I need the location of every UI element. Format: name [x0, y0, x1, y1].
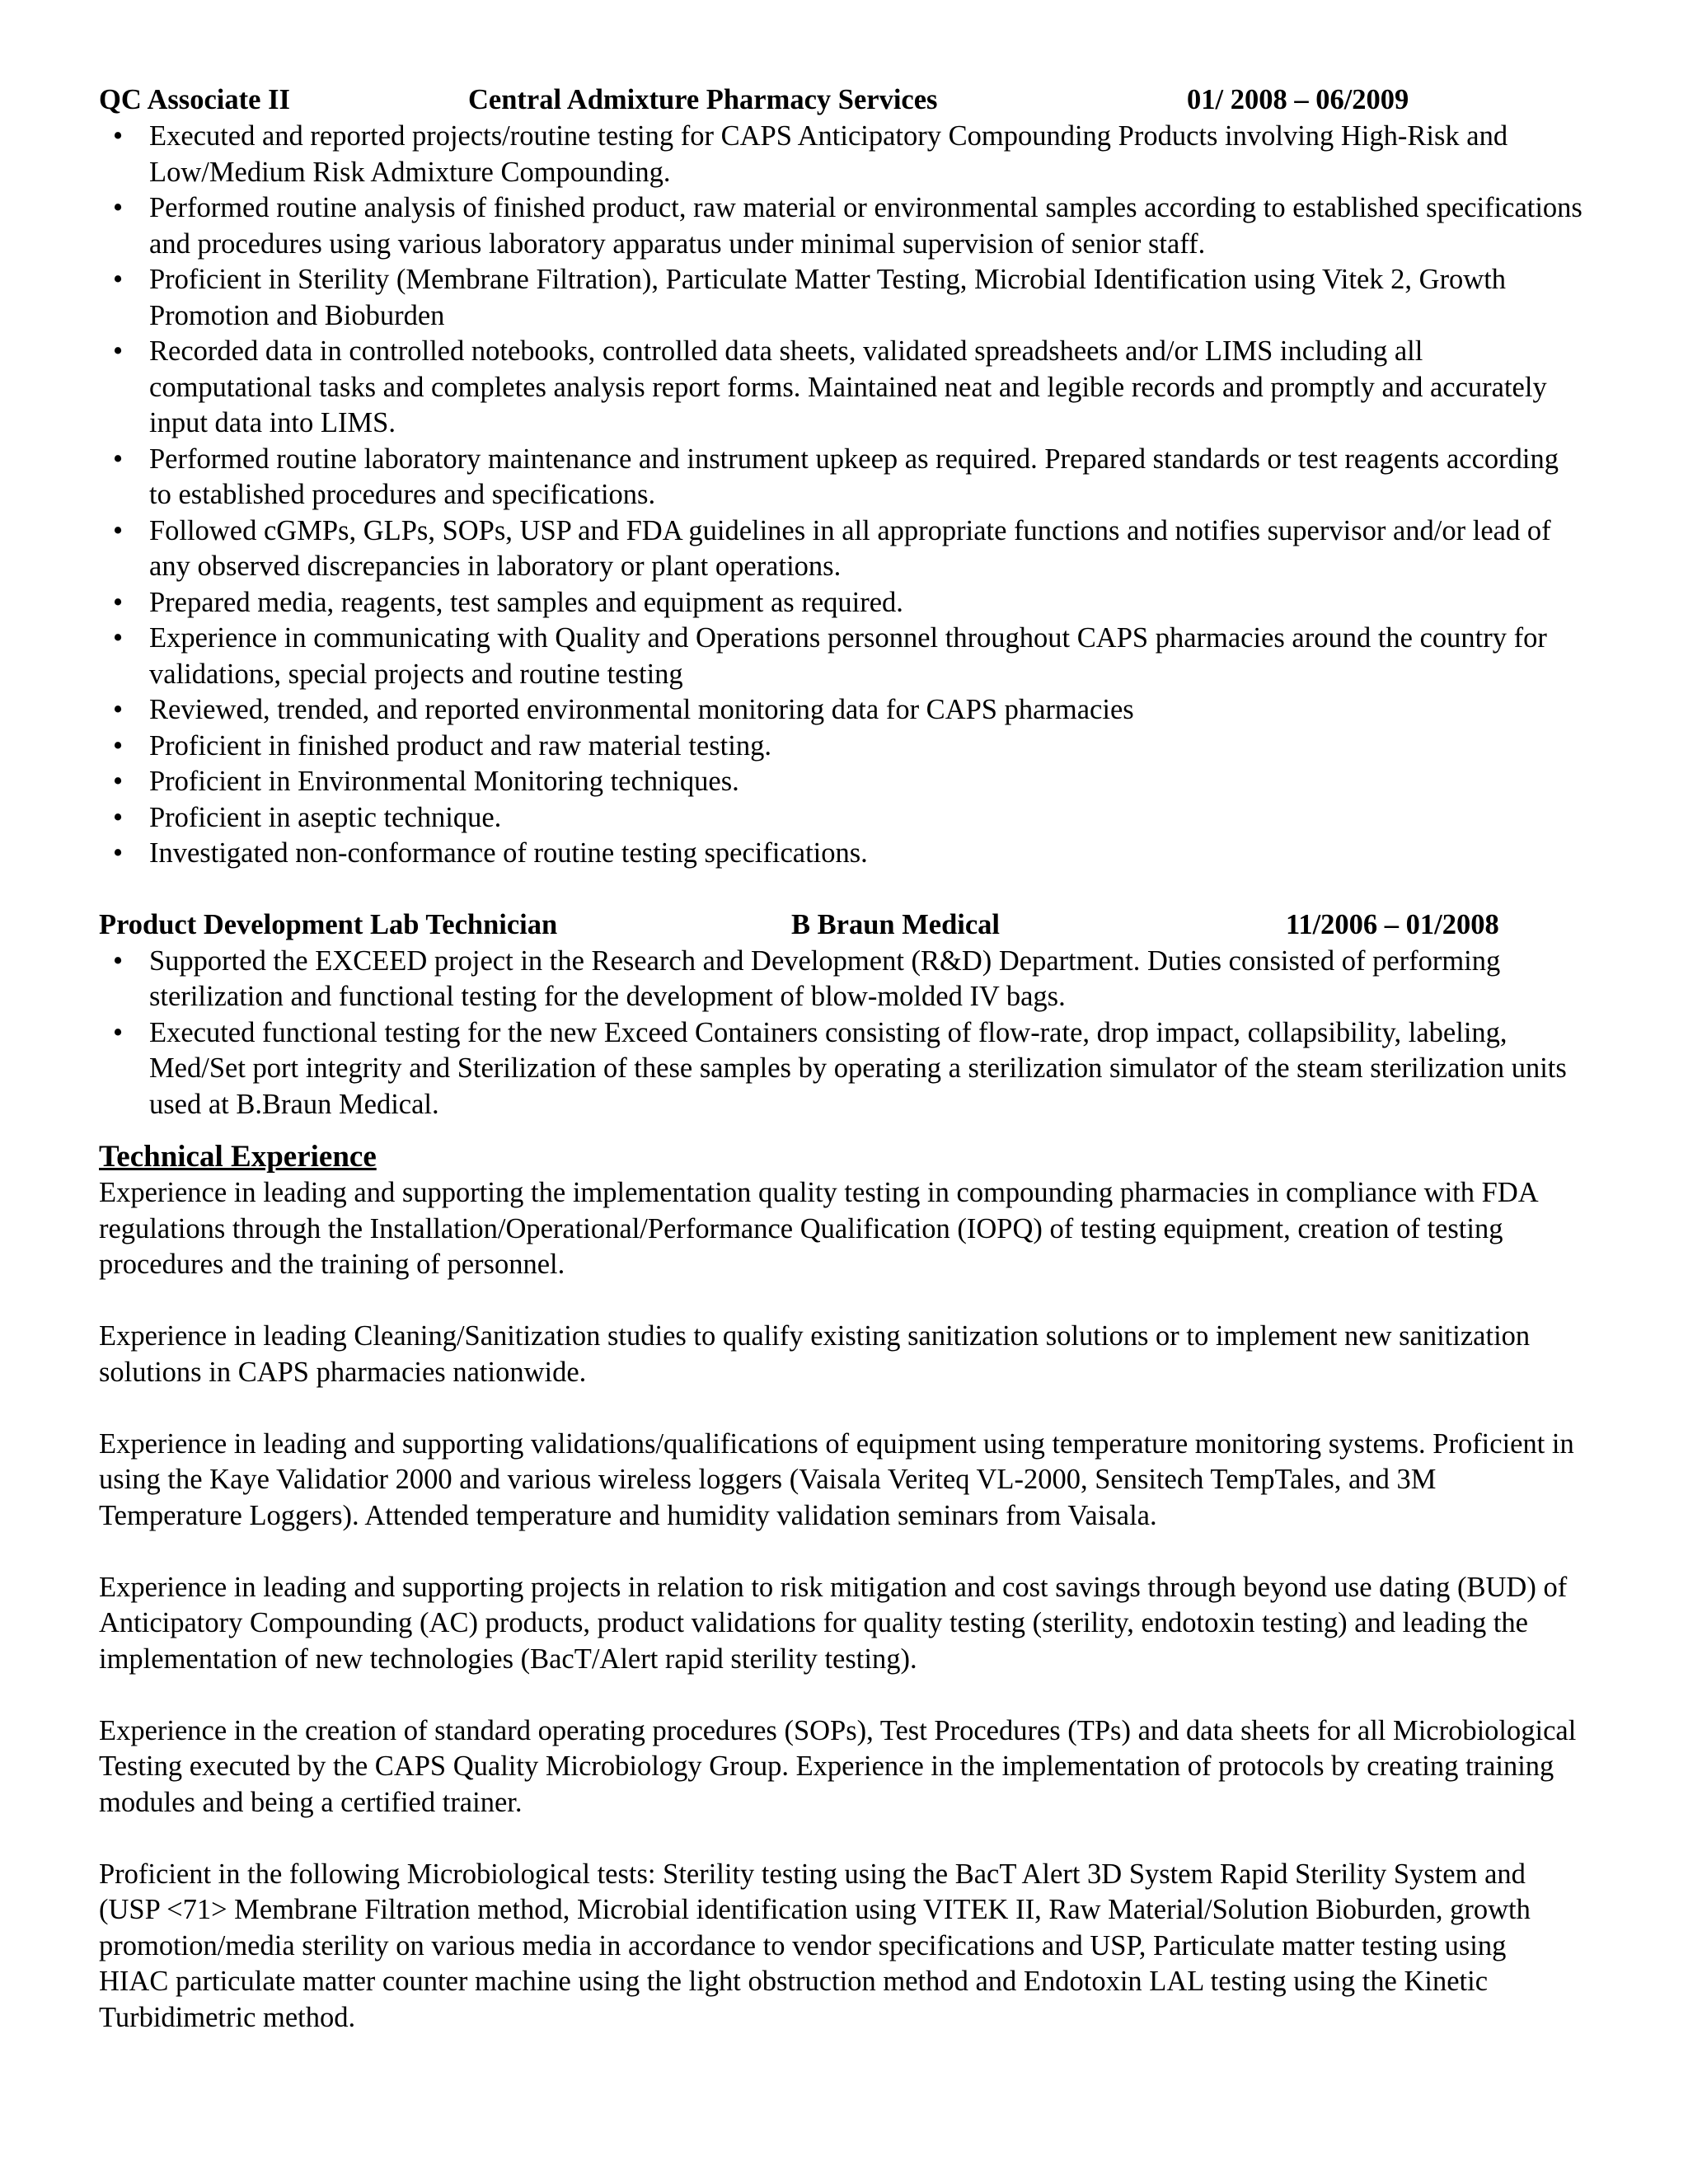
resume-page — [99, 82, 1582, 2072]
bullet-text: Prepared media, reagents, test samples and equipment as required. — [149, 586, 903, 618]
bullet-icon: • — [112, 944, 124, 977]
bullet-icon: • — [112, 192, 124, 223]
bullet-text: Experience in communicating with Quality and Operations personnel throughout CAPS pharmacies around the country for validations, special projects and routine testing — [149, 622, 1547, 690]
bullet-icon: • — [112, 514, 124, 546]
bullet-text: Followed cGMPs, GLPs, SOPs, USP and FDA guidelines in all appropriate functions and notifies supervisor and/or lead of any observed discrepancies in laboratory or plant operations. — [149, 514, 1551, 582]
list-item — [99, 442, 1582, 513]
job-dates: 11/2006 – 01/2008 — [1286, 908, 1499, 940]
bullet-text: Performed routine laboratory maintenance and instrument upkeep as required. Prepared standards or test reagents according to established procedures and specifications. — [149, 443, 1559, 510]
bullet-icon: • — [112, 1016, 124, 1048]
job-company: B Braun Medical — [791, 908, 1001, 940]
bullet-text: Proficient in aseptic technique. — [149, 801, 502, 833]
bullet-icon: • — [112, 586, 124, 618]
list-item — [99, 621, 1582, 692]
list-item — [99, 334, 1582, 442]
list-item — [99, 944, 1582, 1015]
list-item — [99, 800, 1582, 837]
bullet-icon: • — [112, 264, 124, 295]
bullet-icon: • — [112, 766, 124, 797]
list-item — [99, 729, 1582, 765]
bullet-icon: • — [112, 694, 124, 725]
section-heading-technical: Technical Experience — [99, 1140, 377, 1174]
technical-paragraph: Experience in leading and supporting the implementation quality testing in compounding pharmacies in compliance with FDA regulations through the Installation/Operational/Performance Qualification (IOPQ) of testing equipment, creation of testing procedures and the training of personnel. — [99, 1177, 1537, 1280]
bullet-text: Performed routine analysis of finished product, raw material or environmental samples according to established specifications and procedures using various laboratory apparatus under minimal supervision of senior staff. — [149, 192, 1582, 260]
job-company: Central Admixture Pharmacy Services — [468, 84, 938, 115]
list-item — [99, 262, 1582, 334]
bullet-text: Recorded data in controlled notebooks, controlled data sheets, validated spreadsheets and/or LIMS including all computational tasks and completes analysis report forms. Maintained neat and legible records and promptly and accurately input data into LIMS. — [149, 335, 1547, 438]
job-dates: 01/ 2008 – 06/2009 — [1187, 84, 1409, 115]
job-bullet-list — [99, 944, 1582, 1123]
bullet-icon: • — [112, 837, 124, 869]
list-item — [99, 836, 1582, 872]
bullet-text: Executed functional testing for the new Exceed Containers consisting of flow-rate, drop impact, collapsibility, labeling, Med/Set port integrity and Sterilization of these samples by operating a sterilization simulator of the steam sterilization units used at B.Braun Medical. — [149, 1016, 1567, 1120]
list-item — [99, 513, 1582, 585]
list-item — [99, 692, 1582, 729]
technical-paragraph: Experience in leading and supporting validations/qualifications of equipment using temperature monitoring systems. Proficient in using the Kaye Validatior 2000 and various wireless loggers (Vaisala Veriteq VL-2000, Sensitech TempTales, and 3M Temperature Loggers). Attended temperature and humidity validation seminars from Vaisala. — [99, 1427, 1574, 1531]
list-item — [99, 764, 1582, 800]
bullet-icon: • — [112, 801, 124, 833]
job-title: Product Development Lab Technician — [99, 908, 558, 940]
job-header — [99, 907, 1582, 944]
bullet-icon: • — [112, 443, 124, 475]
list-item — [99, 585, 1582, 621]
bullet-text: Proficient in finished product and raw material testing. — [149, 729, 771, 762]
bullet-text: Proficient in Environmental Monitoring techniques. — [149, 766, 739, 797]
bullet-text: Investigated non-conformance of routine testing specifications. — [149, 837, 868, 869]
technical-paragraph: Experience in leading Cleaning/Sanitization studies to qualify existing sanitization solutions or to implement new sanitization solutions in CAPS pharmacies nationwide. — [99, 1320, 1531, 1388]
bullet-icon: • — [112, 622, 124, 654]
technical-paragraph: Experience in leading and supporting projects in relation to risk mitigation and cost savings through beyond use dating (BUD) of Anticipatory Compounding (AC) products, product validations for quality testing (sterility, endotoxin testing) and leading the implementation of new technologies (BacT/Alert rapid sterility testing). — [99, 1571, 1568, 1675]
section-spacer — [99, 872, 1582, 907]
bullet-text: Reviewed, trended, and reported environmental monitoring data for CAPS pharmacies — [149, 694, 1134, 725]
job-header — [99, 82, 1582, 119]
bullet-icon: • — [112, 120, 124, 152]
bullet-text: Proficient in Sterility (Membrane Filtration), Particulate Matter Testing, Microbial Identification using Vitek 2, Growth Promotion and Bioburden — [149, 264, 1507, 331]
technical-paragraph: Experience in the creation of standard operating procedures (SOPs), Test Procedures (TPs) and data sheets for all Microbiological Testing executed by the CAPS Quality Microbiology Group. Experience in the implementation of protocols by creating training modules and being a certified trainer. — [99, 1714, 1577, 1818]
bullet-icon: • — [112, 729, 124, 762]
list-item — [99, 1015, 1582, 1123]
list-item — [99, 119, 1582, 190]
bullet-text: Supported the EXCEED project in the Research and Development (R&D) Department. Duties consisted of performing sterilization and functional testing for the development of blow-molded IV bags. — [149, 944, 1501, 1012]
job-bullet-list — [99, 119, 1582, 872]
bullet-text: Executed and reported projects/routine testing for CAPS Anticipatory Compounding Products involving High-Risk and Low/Medium Risk Admixture Compounding. — [149, 120, 1508, 188]
bullet-icon: • — [112, 335, 124, 367]
job-title: QC Associate II — [99, 84, 290, 115]
technical-paragraph: Proficient in the following Microbiological tests: Sterility testing using the BacT Alert 3D System Rapid Sterility System and (USP <71> Membrane Filtration method, Microbial identification using VITEK II, Raw Material/Solution Bioburden, growth promotion/media sterility on various media in accordance to vendor specifications and USP, Particulate matter testing using HIAC particulate matter counter machine using the light obstruction method and Endotoxin LAL testing using the Kinetic Turbidimetric method. — [99, 1858, 1531, 2033]
list-item — [99, 190, 1582, 262]
